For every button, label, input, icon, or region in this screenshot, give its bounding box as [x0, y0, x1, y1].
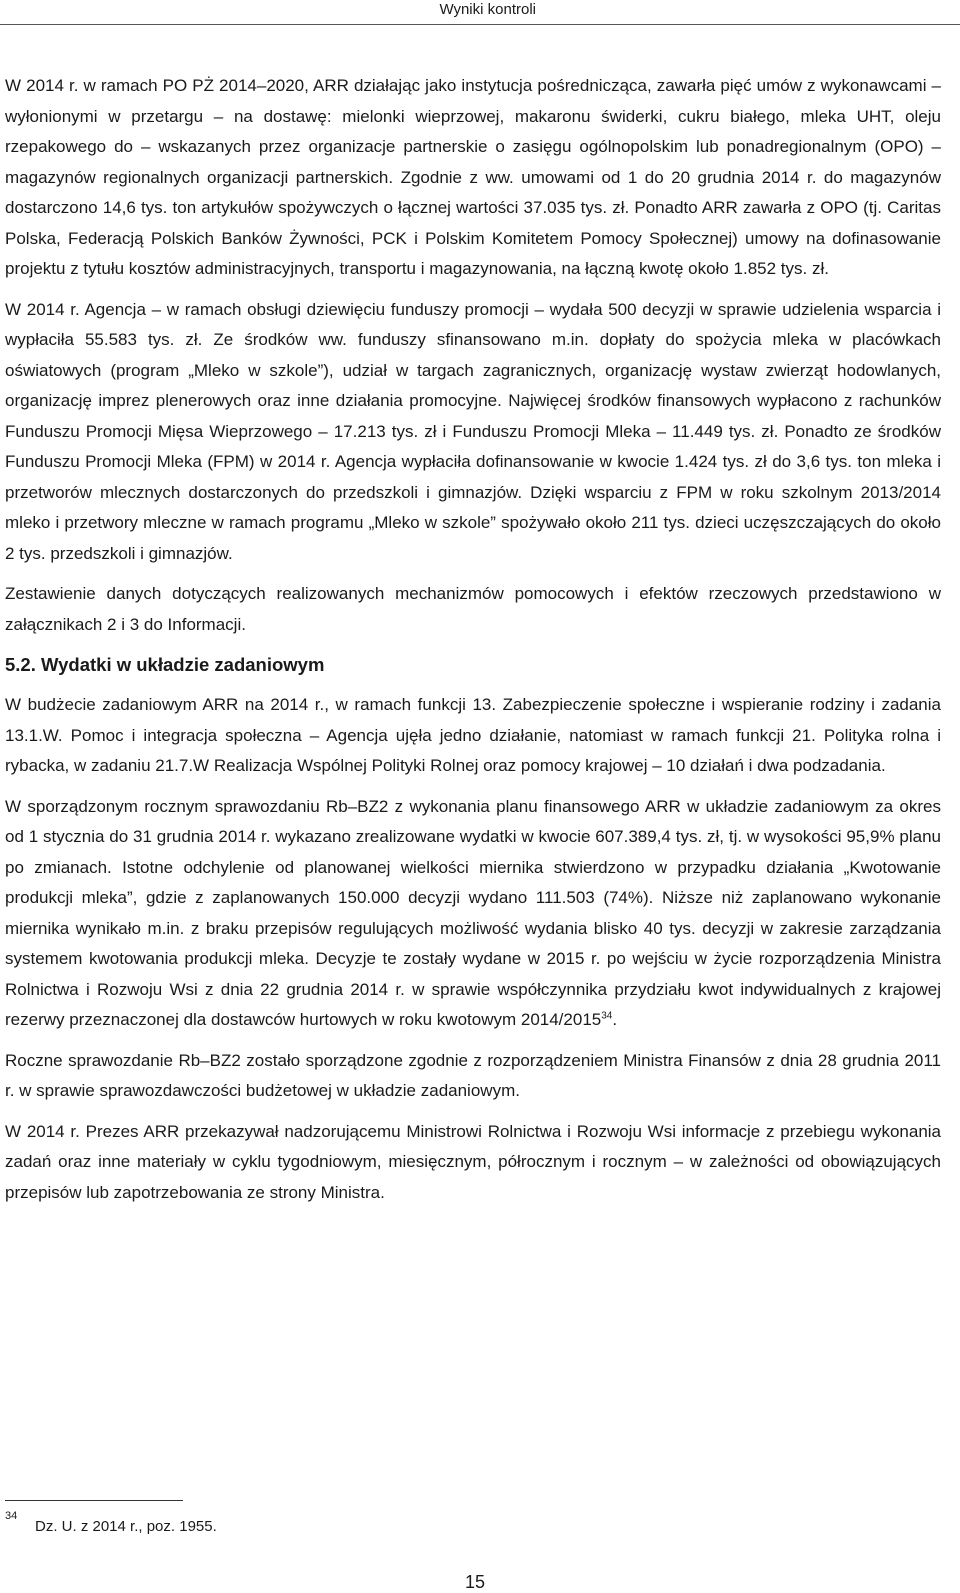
- page-number: 15: [465, 1572, 486, 1592]
- paragraph-end-period: .: [612, 1010, 618, 1029]
- paragraph-rb-bz2-report: [5, 792, 941, 1036]
- page-header: [0, 0, 960, 35]
- footnote-number: 34: [5, 1510, 18, 1522]
- footnote-reference[interactable]: 34: [601, 1010, 613, 1022]
- footnote-divider: [5, 1500, 183, 1501]
- paragraph-promotion-funds: W 2014 r. Agencja – w ramach obsługi dziewięciu funduszy promocji – wydała 500 decyzji w sprawie udzielenia wsparcia i wypłaciła 55.583 tys. zł. Ze środków ww. funduszy sfinansowano m.in. dopłaty do spożycia mleka w placówkach oświatowych (program „Mleko w szkole”), udział w targach zagranicznych, organizację wystaw zwierząt hodowlanych, organizację imprez plenerowych oraz inne działania promocyjne. Najwięcej środków finansowych wypłacono z rachunków Funduszu Promocji Mięsa Wieprzowego – 17.213 tys. zł i Funduszu Promocji Mleka – 11.449 tys. zł. Ponadto ze środków Funduszu Promocji Mleka (FPM) w 2014 r. Agencja wypłaciła dofinansowanie w kwocie 1.424 tys. zł do 3,6 tys. ton mleka i przetworów mlecznych dostarczonych do przedszkoli i gimnazjów. Dzięki wsparciu z FPM w roku szkolnym 2013/2014 mleko i przetwory mleczne w ramach programu „Mleko w szkole” spożywało około 211 tys. dzieci uczęszczających do około 2 tys. przedszkoli i gimnazjów.: [5, 299, 941, 563]
- paragraph-president-reporting: W 2014 r. Prezes ARR przekazywał nadzorującemu Ministrowi Rolnictwa i Rozwoju Wsi informacje z przebiegu wykonania zadań oraz inne materiały w cyklu tygodniowym, miesięcznym, półrocznym i rocznym – w zależności od obowiązujących przepisów lub zapotrzebowania ze strony Ministra.: [5, 1121, 941, 1202]
- document-body: [5, 71, 941, 1218]
- paragraph-attachments: Zestawienie danych dotyczących realizowanych mechanizmów pomocowych i efektów rzeczowych przedstawiono w załącznikach 2 i 3 do Informacji.: [5, 584, 941, 634]
- paragraph-rb-bz2-text: W sporządzonym rocznym sprawozdaniu Rb–BZ2 z wykonania planu finansowego ARR w układzie zadaniowym za okres od 1 stycznia do 31 grudnia 2014 r. wykazano zrealizowane wydatki w kwocie 607.389,4 tys. zł, tj. w wysokości 95,9% planu po zmianach. Istotne odchylenie od planowanej wielkości miernika stwierdzono w przypadku działania „Kwotowanie produkcji mleka”, gdzie z zaplanowanych 150.000 decyzji wydano 111.503 (74%). Niższe niż zaplanowano wykonanie miernika wynikało m.in. z braku przepisów regulujących możliwość wydania blisko 40 tys. decyzji w zakresie zarządzania systemem kwotowania produkcji mleka. Decyzje te zostały wydane w 2015 r. po wejściu w życie rozporządzenia Ministra Rolnictwa i Rozwoju Wsi z dnia 22 grudnia 2014 r. w sprawie współczynnika przydziału kwot indywidualnych z krajowej rezerwy przeznaczonej dla dostawców hurtowych w roku kwotowym 2014/2015: [5, 796, 941, 1029]
- paragraph-po-pz: W 2014 r. w ramach PO PŻ 2014–2020, ARR działając jako instytucja pośrednicząca, zawarła pięć umów z wykonawcami – wyłonionymi w przetargu – na dostawę: mielonki wieprzowej, makaronu świderki, cukru białego, mleka UHT, oleju rzepakowego do – wskazanych przez organizacje partnerskie o zasięgu ogólnopolskim lub ponadregionalnym (OPO) – magazynów regionalnych organizacji partnerskich. Zgodnie z ww. umowami od 1 do 20 grudnia 2014 r. do magazynów dostarczono 14,6 tys. ton artykułów spożywczych o łącznej wartości 37.035 tys. zł. Ponadto ARR zawarła z OPO (tj. Caritas Polska, Federacją Polskich Banków Żywności, PCK i Polskim Komitetem Pomocy Społecznej) umowy na dofinasowanie projektu z tytułu kosztów administracyjnych, transportu i magazynowania, na łączną kwotę około 1.852 tys. zł.: [5, 76, 941, 278]
- paragraph-report-compliance: Roczne sprawozdanie Rb–BZ2 zostało sporządzone zgodnie z rozporządzeniem Ministra Finansów z dnia 28 grudnia 2011 r. w sprawie sprawozdawczości budżetowej w układzie zadaniowym.: [5, 1050, 941, 1100]
- footnote-text: Dz. U. z 2014 r., poz. 1955.: [35, 1518, 217, 1535]
- paragraph-task-budget: W budżecie zadaniowym ARR na 2014 r., w ramach funkcji 13. Zabezpieczenie społeczne i wspieranie rodziny i zadania 13.1.W. Pomoc i integracja społeczna – Agencja ujęła jedno działanie, natomiast w ramach funkcji 21. Polityka rolna i rybacka, w zadaniu 21.7.W Realizacja Wspólnej Polityki Rolnej oraz pomocy krajowej – 10 działań i dwa podzadania.: [5, 695, 941, 775]
- header-divider: [0, 24, 960, 25]
- section-heading: 5.2. Wydatki w układzie zadaniowym: [5, 654, 325, 675]
- header-title: Wyniki kontroli: [439, 1, 536, 18]
